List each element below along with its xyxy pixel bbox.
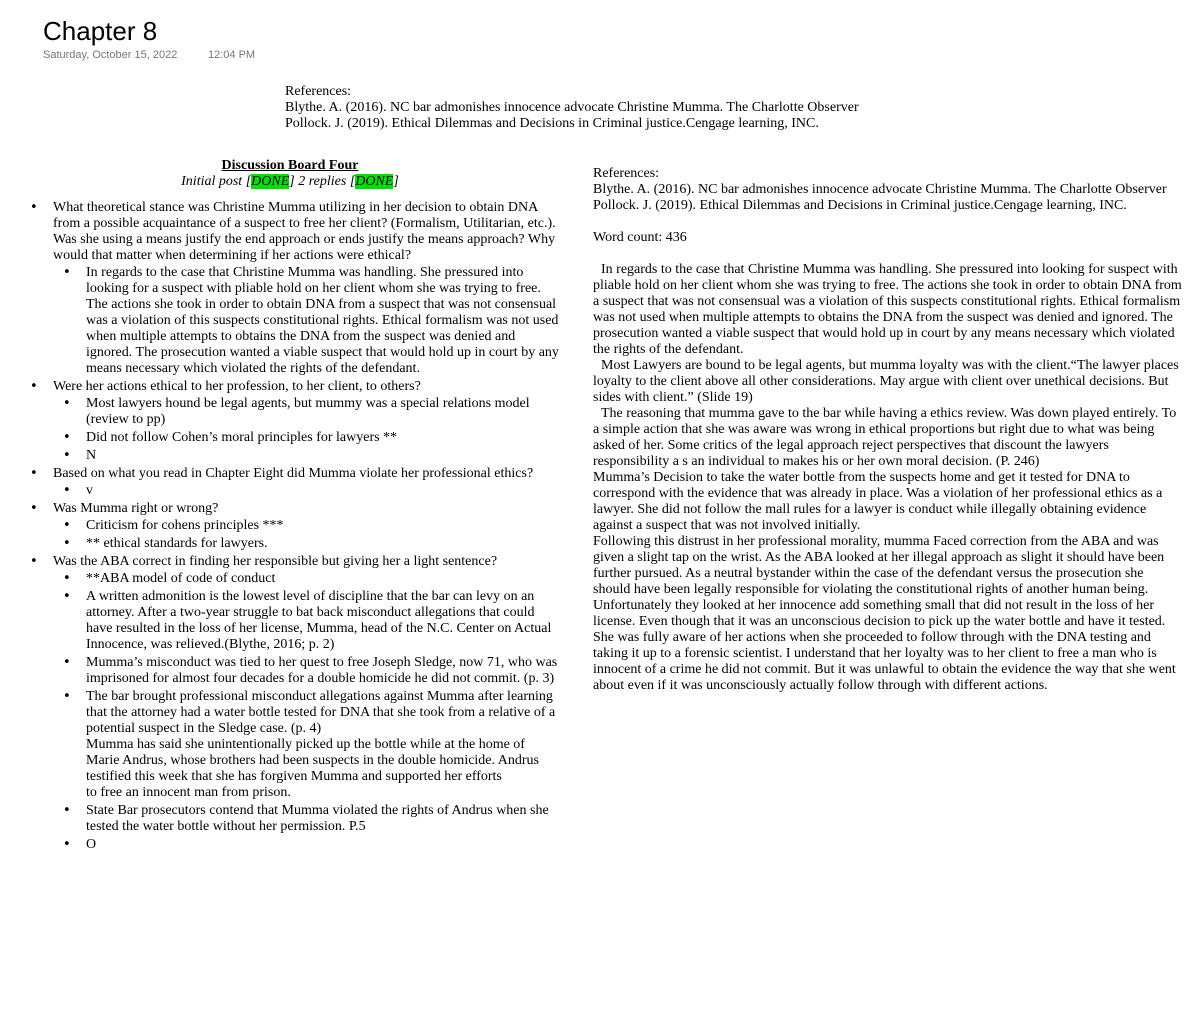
list-item: • Criticism for cohens principles ***: [53, 518, 560, 534]
list-item: [53, 803, 560, 835]
reference-item: Pollock. J. (2019). Ethical Dilemmas and Decisions in Criminal justice.Cengage learning, INC.: [593, 198, 1127, 213]
essay-paragraph: Mumma’s Decision to take the water bottle from the suspects home and get it tested for DNA to correspond with the evidence that was already in place. Was a violation of her professional ethics as a lawyer. She did not follow the mall rules for a lawyer is conduct while illegally obtaining evidence against a suspect that was not involved initially.: [593, 470, 1163, 533]
list-item: • Mumma’s misconduct was tied to her quest to free Joseph Sledge, now 71, who was imprisoned for almost four decades for a double homicide he did not commit. (p. 3): [53, 655, 560, 687]
done-highlight: DONE: [251, 174, 290, 189]
question-text: Was the ABA correct in finding her responsible but giving her a light sentence?: [53, 554, 498, 569]
list-item-text: to free an innocent man from prison.: [86, 785, 291, 800]
reference-item: Blythe. A. (2016). NC bar admonishes innocence advocate Christine Mumma. The Charlotte Observer: [285, 100, 859, 115]
subtitle-text: ]: [393, 174, 399, 189]
list-item: • N: [53, 448, 560, 464]
list-item: • Most lawyers hound be legal agents, but mummy was a special relations model (review to pp): [53, 396, 560, 428]
question-text: Were her actions ethical to her profession, to her client, to others?: [53, 379, 421, 394]
page-title: Chapter 8: [43, 16, 158, 46]
question-text: Based on what you read in Chapter Eight did Mumma violate her professional ethics?: [53, 466, 534, 481]
page-date: Saturday, October 15, 2022: [43, 49, 178, 61]
essay-column: [593, 166, 1183, 694]
essay-paragraph: The reasoning that mumma gave to the bar while having a ethics review. Was down played entirely. To a simple action that she was aware was wrong in ethical proportions but right due to what was being asked of her. Some critics of the legal approach reject perspectives that discount the lawyers responsibility a s an individual to makes his or her own moral decision. (P. 246): [593, 406, 1177, 469]
discussion-title: Discussion Board Four: [221, 158, 359, 173]
page-time: 12:04 PM: [208, 49, 256, 61]
list-item: • A written admonition is the lowest level of discipline that the bar can levy on an attorney. After a two-year struggle to bat back misconduct allegations that could have resulted in the loss of her license, Mumma, head of the N.C. Center on Actual Innocence, was relieved.(Blythe, 2016; p. 2): [53, 589, 560, 653]
essay-paragraph: In regards to the case that Christine Mumma was handling. She pressured into looking for suspect with pliable hold on her client whom she was trying to free. The actions she took in order to obtain DNA from a suspect that was not consensual was a violation of this suspects constitutional rights. Ethical formalism was not used when multiple attempts to obtains the DNA from the suspect was denied and ignored. The prosecution wanted a viable suspect that would hold up in court by any means necessary which violated the rights of the defendant.: [593, 262, 1182, 357]
question-list: [30, 200, 560, 853]
question-text: What theoretical stance was Christine Mumma utilizing in her decision to obtain DNA from a possible acquaintance of a suspect to free her client? (Formalism, Utilitarian, etc.). Was she using a means justify the end approach or ends justify the means approach? Why would that matter when determining if her actions were ethical?: [53, 200, 556, 263]
done-highlight: DONE: [355, 174, 394, 189]
list-item: • Did not follow Cohen’s moral principles for lawyers **: [53, 430, 560, 446]
list-item-text: Mumma has said she unintentionally picked up the bottle while at the home of Marie Andrus, whose brothers had been suspects in the double homicide. Andrus testified this week that she has forgiven Mumma and supported her efforts: [86, 737, 539, 784]
list-item: [30, 501, 560, 552]
references-top: [285, 84, 985, 132]
list-item: • v: [53, 483, 560, 499]
list-item: [53, 689, 560, 801]
list-item-text: tested the water bottle without her permission. P.5: [86, 819, 366, 834]
question-text: Was Mumma right or wrong?: [53, 501, 219, 516]
word-count: Word count: 436: [593, 230, 687, 245]
references-heading: References:: [285, 84, 352, 99]
list-item: • ** ethical standards for lawyers.: [53, 536, 560, 552]
list-item-text: • The bar brought professional misconduct allegations against Mumma after learning that the attorney had a water bottle tested for DNA that she took from a relative of a potential suspect in the Sledge case. (p. 4): [86, 689, 556, 736]
list-item: • In regards to the case that Christine Mumma was handling. She pressured into looking for a suspect with pliable hold on her client whom she was trying to free. The actions she took in order to obtain DNA from a suspect that was not consensual was a violation of this suspects constitutional rights. Ethical formalism was not used when multiple attempts to obtains the DNA from the suspect was denied and ignored. The prosecution wanted a viable suspect that would hold up in court by any means necessary which violated the rights of the defendant.: [53, 265, 560, 377]
subtitle-text: Initial post [: [181, 174, 252, 189]
list-item: [30, 466, 560, 499]
discussion-subtitle: [30, 174, 550, 190]
list-item: • **ABA model of code of conduct: [53, 571, 560, 587]
list-item: • O: [53, 837, 560, 853]
reference-item: Pollock. J. (2019). Ethical Dilemmas and Decisions in Criminal justice.Cengage learning, INC.: [285, 116, 819, 131]
list-item: [30, 200, 560, 377]
references-heading: References:: [593, 166, 660, 181]
essay-paragraph: Most Lawyers are bound to be legal agents, but mumma loyalty was with the client.“The lawyer places loyalty to the client above all other considerations. May argue with client over unethical decisions. But sides with client.” (Slide 19): [593, 358, 1179, 405]
subtitle-text: ] 2 replies [: [289, 174, 356, 189]
discussion-outline: [30, 158, 560, 855]
essay-paragraph: Following this distrust in her professional morality, mumma Faced correction from the ABA and was given a slight tap on the wrist. As the ABA looked at her illegal approach as slight it should have been further pursued. As a neutral bystander within the case of the defendant versus the prosecution she should have been legally responsible for violating the constitutional rights of another human being. Unfortunately they looked at her innocence add something small that did not result in the loss of her license. Even though that it was an unconscious decision to pick up the water bottle and have it tested. She was fully aware of her actions when she proceeded to follow through with the DNA testing and taking it up to a forensic scientist. I understand that her loyalty was to her client to free a man who is innocent of a crime he did not commit. But it was unlawful to obtain the evidence the way that she went about even if it was unconsciously actually follow through with different actions.: [593, 534, 1176, 693]
reference-item: Blythe. A. (2016). NC bar admonishes innocence advocate Christine Mumma. The Charlotte Observer: [593, 182, 1167, 197]
list-item: [30, 379, 560, 464]
list-item-text: • State Bar prosecutors contend that Mumma violated the rights of Andrus when she: [86, 803, 549, 818]
list-item: [30, 554, 560, 853]
